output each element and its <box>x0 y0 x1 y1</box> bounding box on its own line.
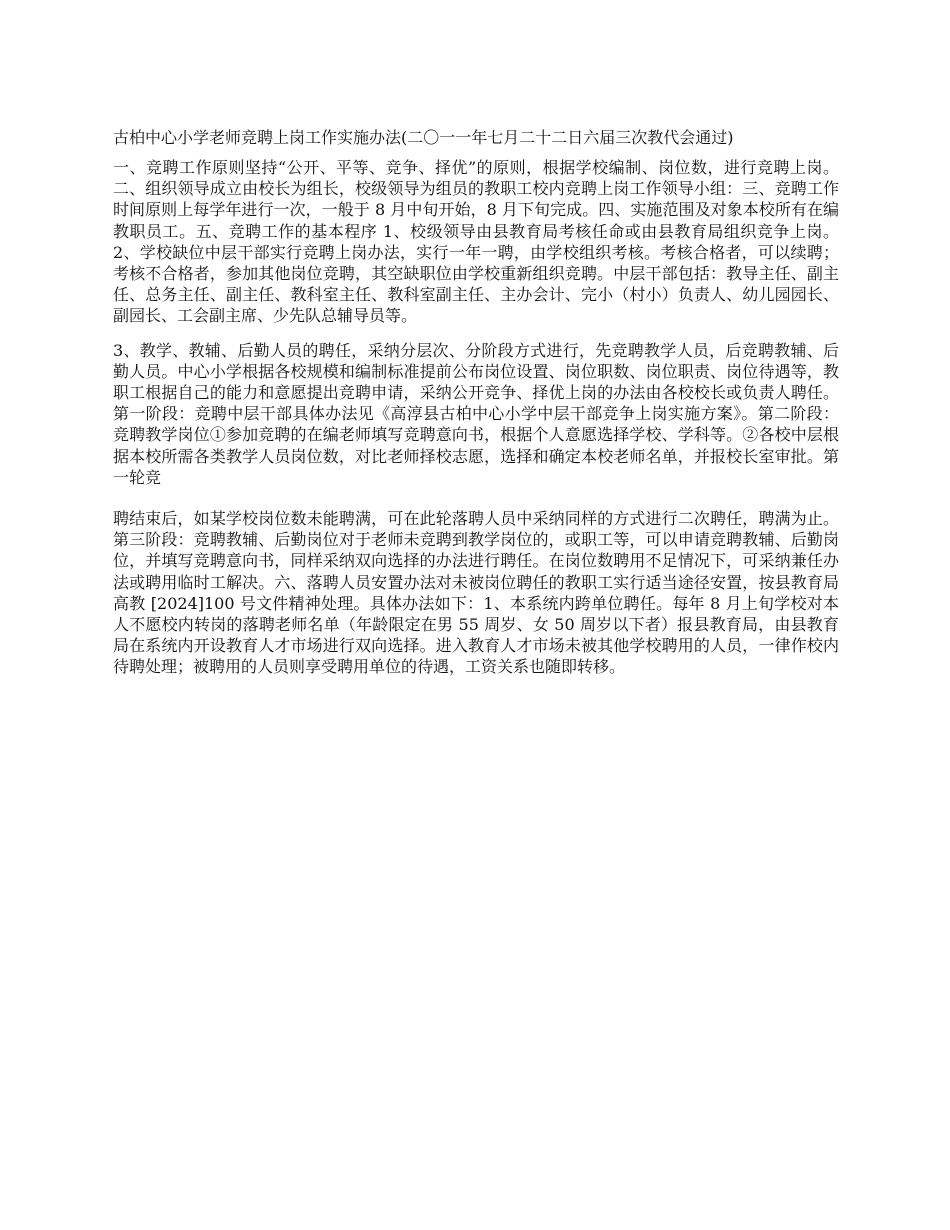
document-title: 古柏中心小学老师竞聘上岗工作实施办法(二〇一一年七月二十二日六届三次教代会通过) <box>113 128 734 147</box>
paragraph-3: 聘结束后，如某学校岗位数未能聘满，可在此轮落聘人员中采纳同样的方式进行二次聘任，聘满为止。第三阶段：竞聘教辅、后勤岗位对于老师未竞聘到教学岗位的，或职工等，可以申请竞聘教辅、后勤岗位，并填写竞聘意向书，同样采纳双向选择的办法进行聘任。在岗位数聘用不足情况下，可采纳兼任办法或聘用临时工解决。六、落聘人员安置办法对未被岗位聘任的教职工实行适当途径安置，按县教育局高教 [2024]100 号文件精神处理。具体办法如下：1、本系统内跨单位聘任。每年 8 月上旬学校对本人不愿校内转岗的落聘老师名单（年龄限定在男 55 周岁、女 50 周岁以下者）报县教育局，由县教育局在系统内开设教育人才市场进行双向选择。进入教育人才市场未被其他学校聘用的人员，一律作校内待聘处理；被聘用的人员则享受聘用单位的待遇，工资关系也随即转移。 <box>113 509 839 677</box>
document-body <box>113 126 839 678</box>
paragraph-1: 一、竞聘工作原则坚持“公开、平等、竞争、择优”的原则，根据学校编制、岗位数，进行竞聘上岗。二、组织领导成立由校长为组长，校级领导为组员的教职工校内竞聘上岗工作领导小组：三、竞聘工作时间原则上每学年进行一次，一般于 8 月中旬开始，8 月下旬完成。四、实施范围及对象本校所有在编教职员工。五、竞聘工作的基本程序 1、校级领导由县教育局考核任命或由县教育局组织竞争上岗。2、学校缺位中层干部实行竞聘上岗办法，实行一年一聘，由学校组织考核。考核合格者，可以续聘；考核不合格者，参加其他岗位竞聘，其空缺职位由学校重新组织竞聘。中层干部包括：教导主任、副主任、总务主任、副主任、教科室主任、教科室副主任、主办会计、完小（村小）负责人、幼儿园园长、副园长、工会副主席、少先队总辅导员等。 <box>113 158 839 326</box>
paragraph-2: 3、教学、教辅、后勤人员的聘任，采纳分层次、分阶段方式进行，先竞聘教学人员，后竞聘教辅、后勤人员。中心小学根据各校规模和编制标准提前公布岗位设置、岗位职数、岗位职责、岗位待遇等，教职工根据自己的能力和意愿提出竞聘申请，采纳公开竞争、择优上岗的办法由各校校长或负责人聘任。第一阶段：竞聘中层干部具体办法见《高淳县古柏中心小学中层干部竞争上岗实施方案》。第二阶段：竞聘教学岗位①参加竞聘的在编老师填写竞聘意向书，根据个人意愿选择学校、学科等。②各校中层根据本校所需各类教学人员岗位数，对比老师择校志愿，选择和确定本校老师名单，并报校长室审批。第一轮竞 <box>113 340 839 487</box>
